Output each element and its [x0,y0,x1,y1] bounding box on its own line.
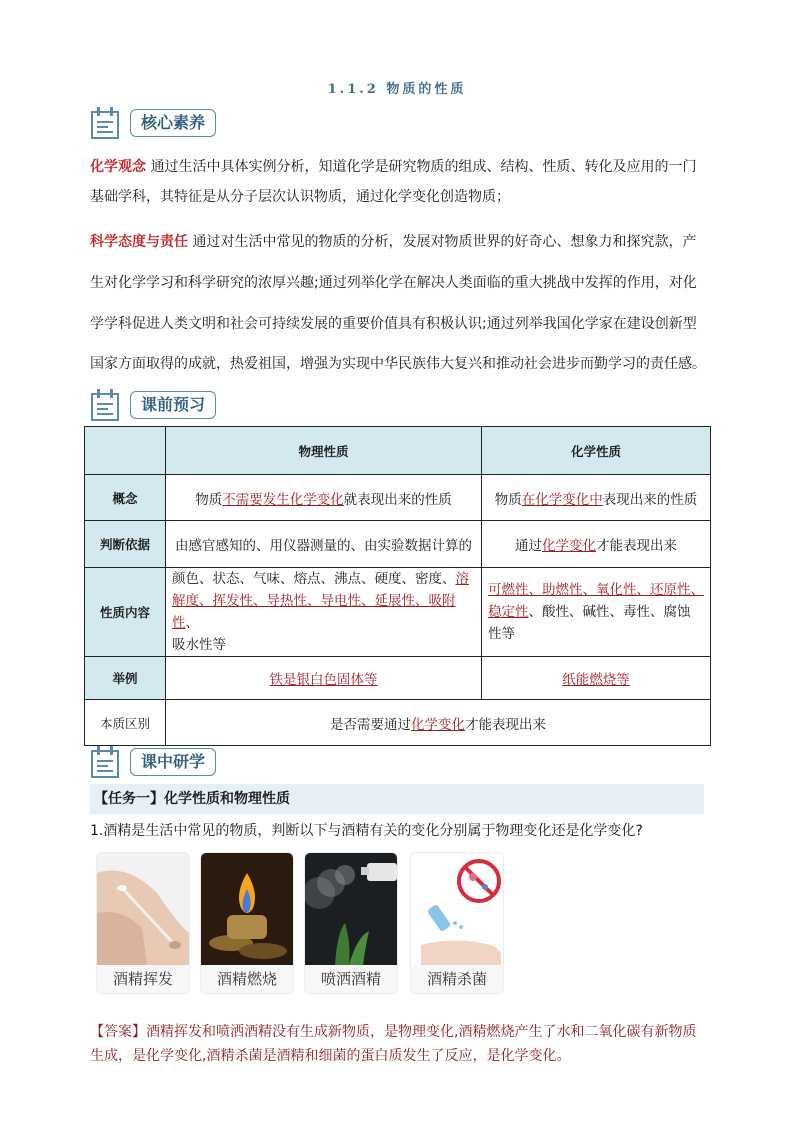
cell-text: 物质 [494,491,522,508]
cell-text: 通过 [515,538,542,554]
cell-text: 吸水性等 [172,637,226,653]
text-line: 通过对生活中常见的物质的分析，发展对物质世界的好奇心、想象力和探究款，产 [192,234,697,250]
text-line: 通过生活中具体实例分析，知道化学是研究物质的组成、结构、性质、转化及应用的一门 [150,159,697,175]
properties-table [84,426,711,746]
answer-text: 生成，是化学变化,酒精杀菌是酒精和细菌的蛋白质发生了反应，是化学变化。 [90,1048,571,1064]
alcohol-sterilize-image [410,852,504,994]
answer-underline: 解度、挥发性、导热性、导电性、延展性、吸附性 [172,593,456,631]
cell-text: 、 [185,615,199,631]
label-attitude: 科学态度与责任 [90,234,188,250]
col-header-chemical: 化学性质 [482,427,711,475]
image-caption: 喷洒酒精 [305,965,397,993]
answer-underline: 化学变化 [411,716,465,733]
table-row [85,700,711,746]
cell-text: 表现出来的性质 [602,491,698,508]
image-caption: 酒精杀菌 [411,965,503,993]
table-row [85,521,711,568]
task-header: 【任务一】化学性质和物理性质 [90,784,704,814]
cell-merged [166,700,711,746]
alcohol-swab-image [96,852,190,994]
answer-label: 【答案】 [90,1024,146,1040]
table-row [85,657,711,700]
text-line: 学学科促进人类文明和社会可持续发展的重要价值具有积极认识;通过列举我国化学家在建设创新型 [90,316,697,332]
cell-text: 性等 [488,626,515,642]
image-caption: 酒精挥发 [97,965,189,993]
cell-text: 颜色、状态、气味、熔点、沸点、硬度、密度、 [172,571,456,587]
row-label: 概念 [85,475,166,521]
notebook-icon [90,388,120,422]
col-header-physical: 物理性质 [166,427,482,475]
cell-physical [166,568,482,657]
answer-underline: 化学变化 [542,538,596,554]
answer-underline: 纸能燃烧等 [562,672,630,688]
answer-underline: 铁是银白色固体等 [269,672,378,688]
image-caption: 酒精燃烧 [201,965,293,993]
flame-illustration [201,853,293,965]
cell-physical: 由感官感知的、用仪器测量的、由实验数据计算的 [166,521,482,568]
cell-chemical [482,521,711,568]
answer-underline: 溶 [455,571,469,587]
table-header-row [85,427,711,475]
cell-text: 物质 [195,491,223,508]
cell-text: 就表现出来的性质 [343,491,452,508]
answer-block [90,1020,710,1068]
text-line: 生对化学学习和科学研究的浓厚兴趣;通过列举化学在解决人类面临的重大挑战中发挥的作用，对化 [90,275,697,291]
answer-text: 酒精挥发和喷洒酒精没有生成新物质，是物理变化,酒精燃烧产生了水和二氧化碳有新物质 [146,1024,697,1040]
page-title: 1.1.2 物质的性质 [327,82,467,97]
label-chem-concept: 化学观念 [90,159,146,175]
alcohol-spray-image [304,852,398,994]
alcohol-flame-image [200,852,294,994]
row-label: 本质区别 [85,700,166,746]
answer-underline: 不需要发生化学变化 [222,491,344,508]
spray-illustration [305,853,397,965]
cell-chemical [482,475,711,521]
core-paragraph-1 [90,156,705,216]
notebook-icon [90,745,120,779]
answer-underline: 可燃性、助燃性、氧化性、还原性、 [488,582,704,598]
table-corner-cell [85,427,166,475]
table-row [85,568,711,657]
notebook-icon [90,106,120,140]
cell-text: 是否需要通过 [330,716,411,733]
cell-chemical [482,657,711,700]
cell-physical [166,475,482,521]
cell-physical [166,657,482,700]
cell-text: 才能表现出来 [465,716,546,733]
cell-chemical [482,568,711,657]
core-paragraph-2 [90,231,705,371]
row-label: 举例 [85,657,166,700]
cell-text: 、酸性、碱性、毒性、腐蚀 [528,604,691,620]
answer-underline: 稳定性 [488,604,529,620]
swab-illustration [97,853,189,965]
section-title: 课中研学 [130,748,216,776]
table-row [85,475,711,521]
row-label: 性质内容 [85,568,166,657]
sterilize-illustration [411,853,503,965]
row-label: 判断依据 [85,521,166,568]
text-line: 国家方面取得的成就，热爱祖国，增强为实现中华民族伟大复兴和推动社会进步而勤学习的责任感。 [90,356,706,372]
section-title: 核心素养 [130,109,216,137]
section-title: 课前预习 [130,391,216,419]
question-text: 1.酒精是生活中常见的物质，判断以下与酒精有关的变化分别属于物理变化还是化学变化? [90,823,643,839]
answer-underline: 在化学变化中 [521,491,603,508]
text-line: 基础学科，其特征是从分子层次认识物质，通过化学变化创造物质； [90,189,510,205]
cell-text: 才能表现出来 [596,538,677,554]
